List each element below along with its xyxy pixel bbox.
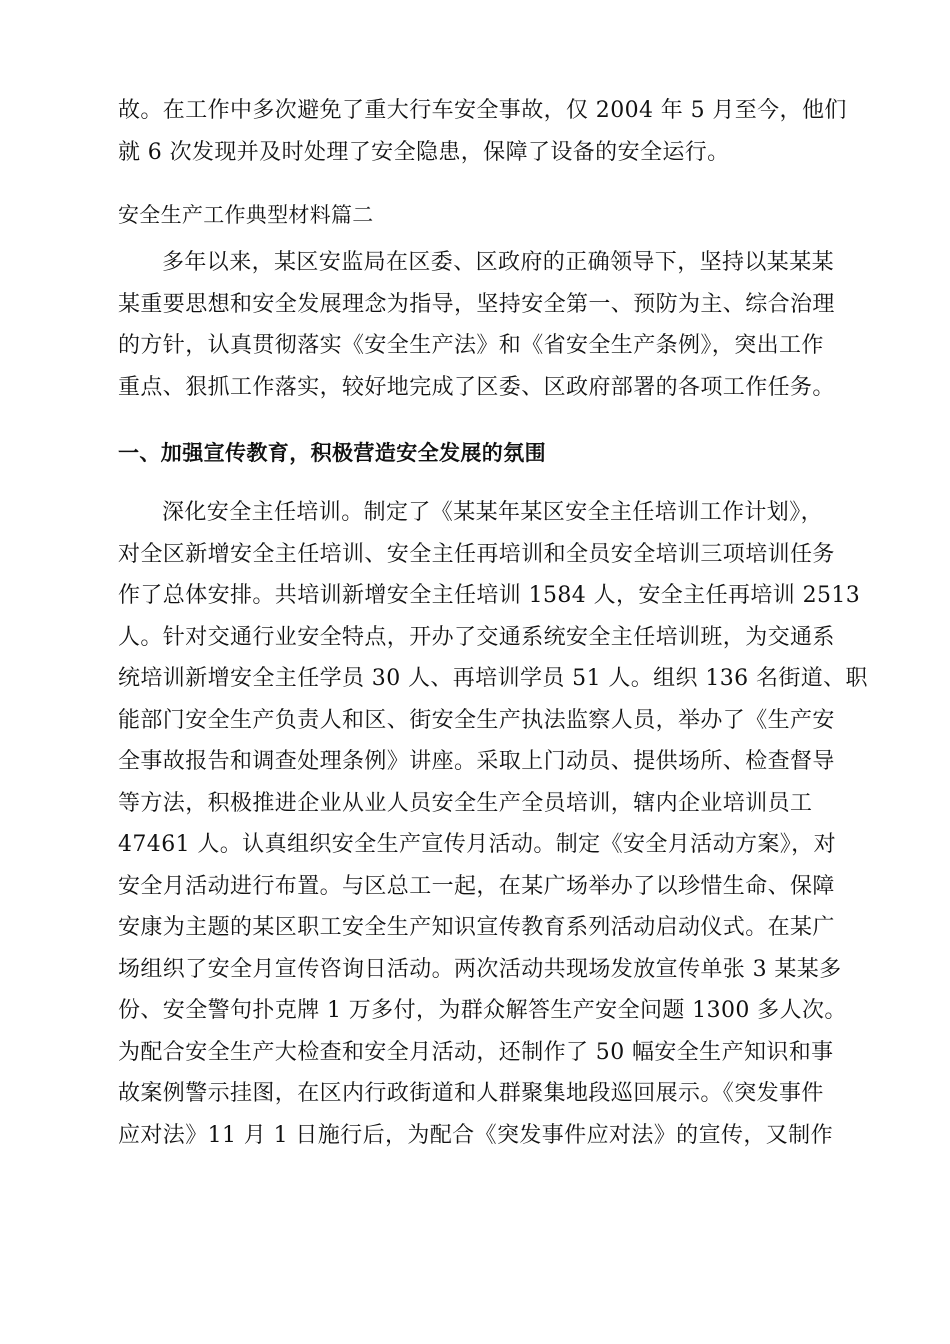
text-line: 应对法》11 月 1 日施行后，为配合《突发事件应对法》的宣传，又制作 [118, 1122, 833, 1148]
text-line: 安康为主题的某区职工安全生产知识宣传教育系列活动启动仪式。在某广 [118, 915, 835, 940]
text-line: 对全区新增安全主任培训、安全主任再培训和全员安全培训三项培训任务 [118, 541, 835, 567]
text-line: 份、安全警句扑克牌 1 万多付，为群众解答生产安全问题 1300 多人次。 [118, 998, 847, 1023]
text-line: 故案例警示挂图，在区内行政街道和人群聚集地段巡回展示。《突发事件 [118, 1081, 824, 1106]
text-line: 深化安全主任培训。制定了《某某年某区安全主任培训工作计划》， [162, 500, 824, 525]
text-line: 等方法，积极推进企业从业人员安全生产全员培训，辖内企业培训员工 [118, 790, 813, 816]
text-line: 的方针，认真贯彻落实《安全生产法》和《省安全生产条例》，突出工作 [118, 333, 824, 358]
paragraph-continuation [118, 90, 847, 173]
text-line: 某重要思想和安全发展理念为指导，坚持安全第一、预防为主、综合治理 [118, 291, 835, 317]
article-subtitle: 安全生产工作典型材料篇二 [118, 203, 374, 227]
intro-paragraph [118, 242, 834, 408]
text-line: 多年以来，某区安监局在区委、区政府的正确领导下，坚持以某某某 [162, 250, 835, 275]
text-line: 故。在工作中多次避免了重大行车安全事故，仅 2004 年 5 月至今，他们 [118, 98, 847, 123]
text-line: 人。针对交通行业安全特点，开办了交通系统安全主任培训班，为交通系 [118, 624, 835, 650]
body-paragraph [118, 492, 868, 1156]
text-line: 就 6 次发现并及时处理了安全隐患，保障了设备的安全运行。 [118, 139, 730, 165]
text-line: 全事故报告和调查处理条例》讲座。采取上门动员、提供场所、检查督导 [118, 749, 835, 774]
text-line: 安全月活动进行布置。与区总工一起，在某广场举办了以珍惜生命、保障 [118, 873, 835, 899]
text-line: 作了总体安排。共培训新增安全主任培训 1584 人，安全主任再培训 2513 [118, 583, 861, 608]
text-line: 场组织了安全月宣传咨询日活动。两次活动共现场发放宣传单张 3 某某多 [118, 956, 842, 982]
text-line: 为配合安全生产大检查和安全月活动，还制作了 50 幅安全生产知识和事 [118, 1039, 834, 1065]
text-line: 重点、狠抓工作落实，较好地完成了区委、区政府部署的各项工作任务。 [118, 374, 835, 400]
text-line: 统培训新增安全主任学员 30 人、再培训学员 51 人。组织 136 名街道、职 [118, 666, 868, 691]
text-line: 47461 人。认真组织安全生产宣传月活动。制定《安全月活动方案》，对 [118, 832, 836, 857]
text-line: 能部门安全生产负责人和区、街安全生产执法监察人员，举办了《生产安 [118, 707, 835, 733]
section-heading: 一、加强宣传教育，积极营造安全发展的氛围 [118, 441, 546, 465]
